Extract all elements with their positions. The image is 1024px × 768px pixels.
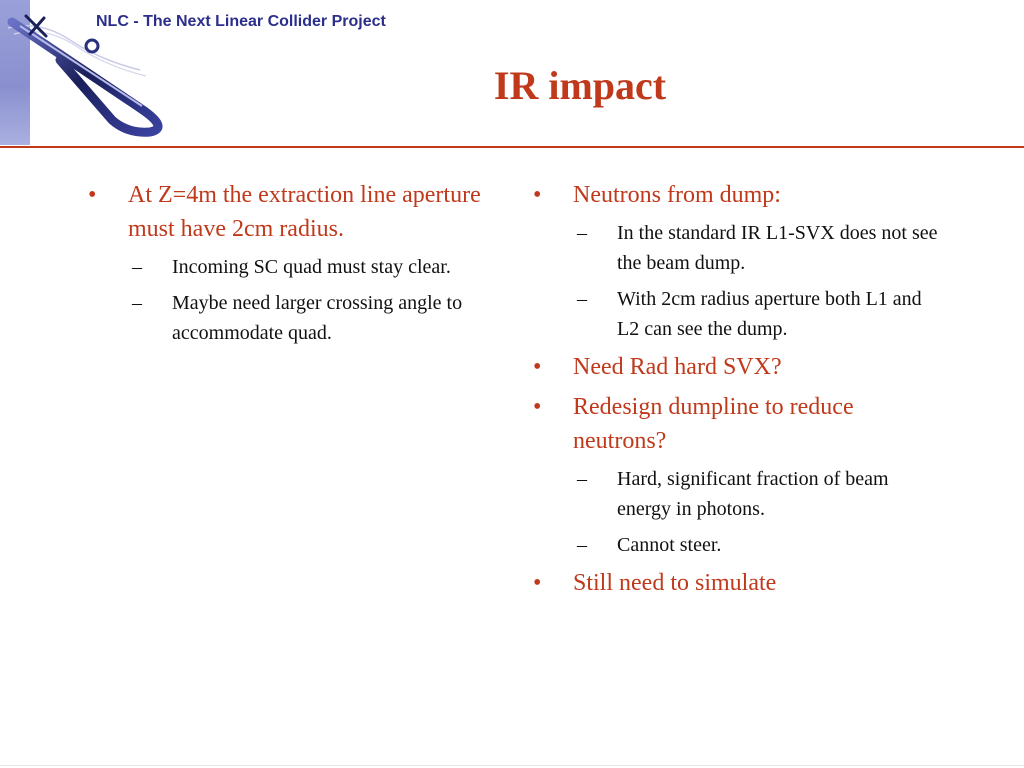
sub-bullet-item	[533, 218, 943, 278]
bullet-item	[533, 350, 943, 384]
sub-bullet-text: Maybe need larger crossing angle to accommodate quad.	[172, 292, 463, 344]
sub-bullet-text: Hard, significant fraction of beam energy in photons.	[617, 468, 889, 520]
project-header-title: NLC - The Next Linear Collider Project	[96, 13, 386, 30]
bullet-text: At Z=4m the extraction line aperture must have 2cm radius.	[128, 182, 481, 242]
sub-bullet-item	[533, 530, 943, 560]
dash-marker: –	[132, 256, 142, 278]
sub-bullet-text: With 2cm radius aperture both L1 and L2 can see the dump.	[617, 288, 922, 340]
sub-bullet-item	[533, 464, 943, 524]
bullet-marker: •	[533, 394, 542, 420]
bullet-marker: •	[88, 182, 97, 208]
bullet-item	[533, 178, 943, 212]
sub-bullet-item	[88, 288, 500, 348]
bullet-text: Need Rad hard SVX?	[573, 354, 782, 380]
bullet-text: Still need to simulate	[573, 570, 777, 596]
bullet-marker: •	[533, 354, 542, 380]
sub-bullet-item	[533, 284, 943, 344]
right-column	[533, 178, 943, 606]
bullet-marker: •	[533, 570, 542, 596]
footer-divider	[0, 765, 1024, 766]
dash-marker: –	[577, 222, 587, 244]
sub-bullet-text: In the standard IR L1-SVX does not see the beam dump.	[617, 222, 938, 274]
slide-title: IR impact	[493, 63, 667, 108]
bullet-item	[533, 390, 943, 458]
bullet-item	[88, 178, 500, 246]
dash-marker: –	[577, 288, 587, 310]
dash-marker: –	[132, 292, 142, 314]
bullet-text: Neutrons from dump:	[573, 182, 781, 208]
bullet-marker: •	[533, 182, 542, 208]
bullet-item	[533, 566, 943, 600]
bullet-text: Redesign dumpline to reduce neutrons?	[573, 394, 854, 454]
header-divider	[0, 146, 1024, 148]
sub-bullet-text: Cannot steer.	[617, 534, 722, 556]
dash-marker: –	[577, 468, 587, 490]
left-column	[88, 178, 500, 354]
sub-bullet-text: Incoming SC quad must stay clear.	[172, 256, 451, 278]
dash-marker: –	[577, 534, 587, 556]
sub-bullet-item	[88, 252, 500, 282]
